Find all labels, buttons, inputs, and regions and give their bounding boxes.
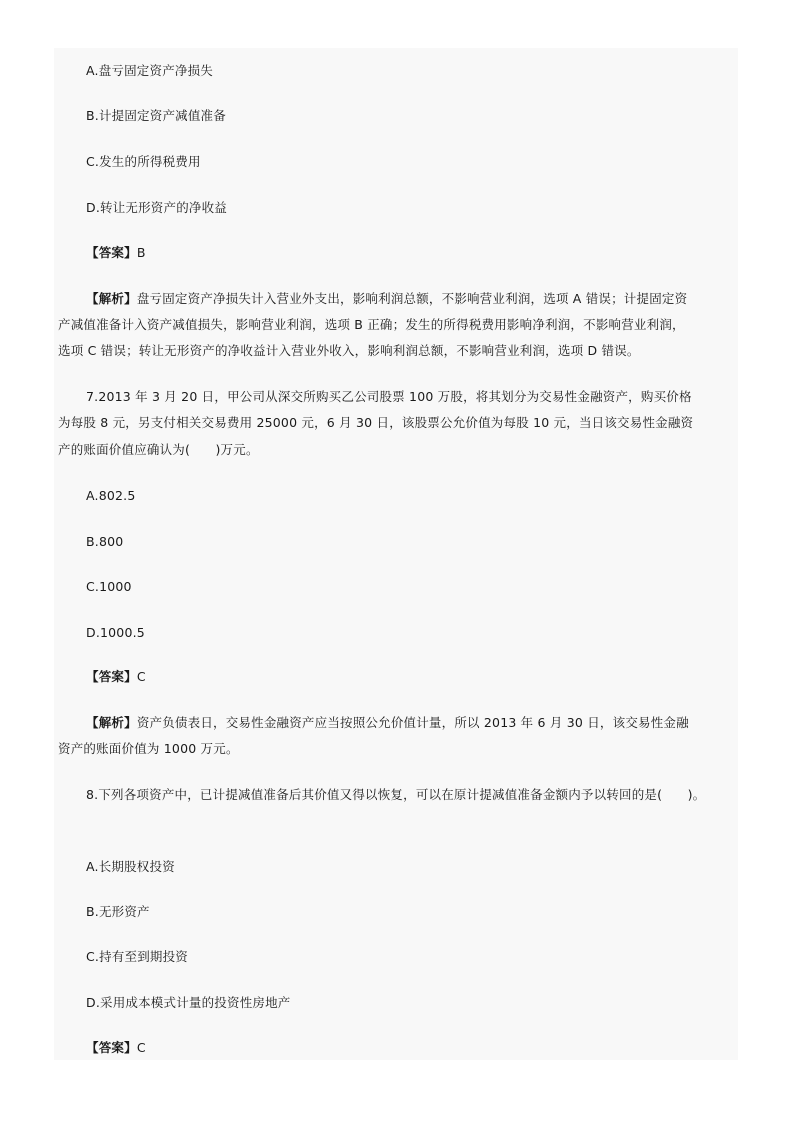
q8-option-a: A.长期股权投资 [86, 859, 175, 874]
q6-analysis-line-2: 产减值准备计入资产减值损失，影响营业利润，选项 B 正确；发生的所得税费用影响净利润，不影响营业利润， [58, 317, 685, 332]
q8-option-d: D.采用成本模式计量的投资性房地产 [86, 995, 291, 1010]
q8-option-c: C.持有至到期投资 [86, 949, 189, 964]
q8-answer-value: C [136, 1040, 146, 1055]
q8-option-b: B.无形资产 [86, 904, 150, 919]
q8-answer-label: 【答案】 [86, 1040, 137, 1055]
q7-question-line-2: 为每股 8 元，另支付相关交易费用 25000 元，6 月 30 日，该股票公允价值为每股 10 元，当日该交易性金融资 [58, 415, 694, 430]
q6-option-d: D.转让无形资产的净收益 [86, 200, 227, 215]
q7-option-a: A.802.5 [86, 488, 136, 503]
q6-option-b: B.计提固定资产减值准备 [86, 108, 226, 123]
q7-answer-label: 【答案】 [86, 669, 137, 684]
q7-answer-value: C [136, 669, 146, 684]
q6-option-a: A.盘亏固定资产净损失 [86, 63, 214, 78]
q7-answer [86, 669, 146, 685]
q6-analysis-line-3: 选项 C 错误；转让无形资产的净收益计入营业外收入，影响利润总额，不影响营业利润，选项 D 错误。 [58, 343, 640, 358]
q7-analysis-line-2: 资产的账面价值为 1000 万元。 [58, 741, 239, 756]
q6-analysis-text-1: 盘亏固定资产净损失计入营业外支出，影响利润总额，不影响营业利润，选项 A 错误；计提固定资 [136, 291, 688, 306]
q7-option-c: C.1000 [86, 579, 132, 594]
q6-analysis-line-1 [86, 291, 687, 307]
q7-option-d: D.1000.5 [86, 625, 145, 640]
q6-answer-label: 【答案】 [86, 245, 137, 260]
q7-question-line-3: 产的账面价值应确认为( )万元。 [58, 442, 259, 457]
q7-question-line-1: 7.2013 年 3 月 20 日，甲公司从深交所购买乙公司股票 100 万股，将其划分为交易性金融资产，购买价格 [86, 389, 692, 404]
q8-answer [86, 1040, 146, 1056]
q8-question: 8.下列各项资产中，已计提减值准备后其价值又得以恢复，可以在原计提减值准备金额内予以转回的是( )。 [86, 787, 706, 802]
q6-answer-value: B [136, 245, 146, 260]
q7-analysis-line-1 [86, 715, 689, 731]
q7-analysis-label: 【解析】 [86, 715, 137, 730]
q6-analysis-label: 【解析】 [86, 291, 137, 306]
q7-analysis-text-1: 资产负债表日，交易性金融资产应当按照公允价值计量，所以 2013 年 6 月 30 日，该交易性金融 [136, 715, 689, 730]
q7-option-b: B.800 [86, 534, 124, 549]
q6-answer [86, 245, 146, 261]
q6-option-c: C.发生的所得税费用 [86, 154, 201, 169]
